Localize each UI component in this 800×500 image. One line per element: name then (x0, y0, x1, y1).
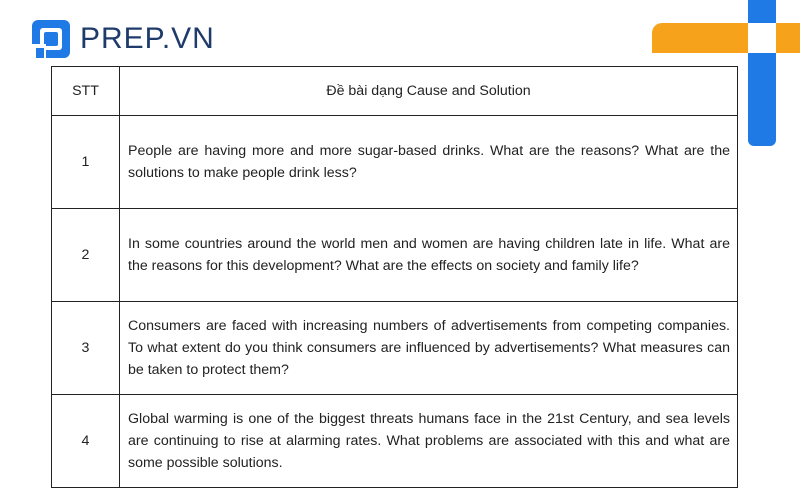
row-number: 2 (52, 209, 120, 302)
row-prompt: Consumers are faced with increasing numbers of advertisements from competing companies. To what extent do you think consumers are influenced by advertisements? What measures can be taken to protect them? (120, 302, 738, 395)
row-prompt: People are having more and more sugar-based drinks. What are the reasons? What are the solutions to make people drink less? (120, 116, 738, 209)
table-row (52, 302, 738, 395)
blue-decor-bar (748, 0, 776, 146)
table-header-row (52, 67, 738, 116)
table-row (52, 116, 738, 209)
prep-logo-icon (30, 18, 72, 60)
row-number: 4 (52, 395, 120, 488)
header-topic: Đề bài dạng Cause and Solution (120, 67, 738, 116)
cause-solution-table (51, 66, 738, 488)
row-prompt: In some countries around the world men and women are having children late in life. What are the reasons for this development? What are the effects on society and family life? (120, 209, 738, 302)
table-row (52, 209, 738, 302)
table-row (52, 395, 738, 488)
row-number: 3 (52, 302, 120, 395)
header-stt: STT (52, 67, 120, 116)
row-prompt: Global warming is one of the biggest threats humans face in the 21st Century, and sea levels are continuing to rise at alarming rates. What problems are associated with this and what are some possible solutions. (120, 395, 738, 488)
prep-logo[interactable] (30, 18, 215, 60)
decor-cross-gap (748, 23, 776, 53)
logo-text: PREP.VN (80, 22, 215, 55)
row-number: 1 (52, 116, 120, 209)
orange-decor-bar (652, 23, 800, 53)
